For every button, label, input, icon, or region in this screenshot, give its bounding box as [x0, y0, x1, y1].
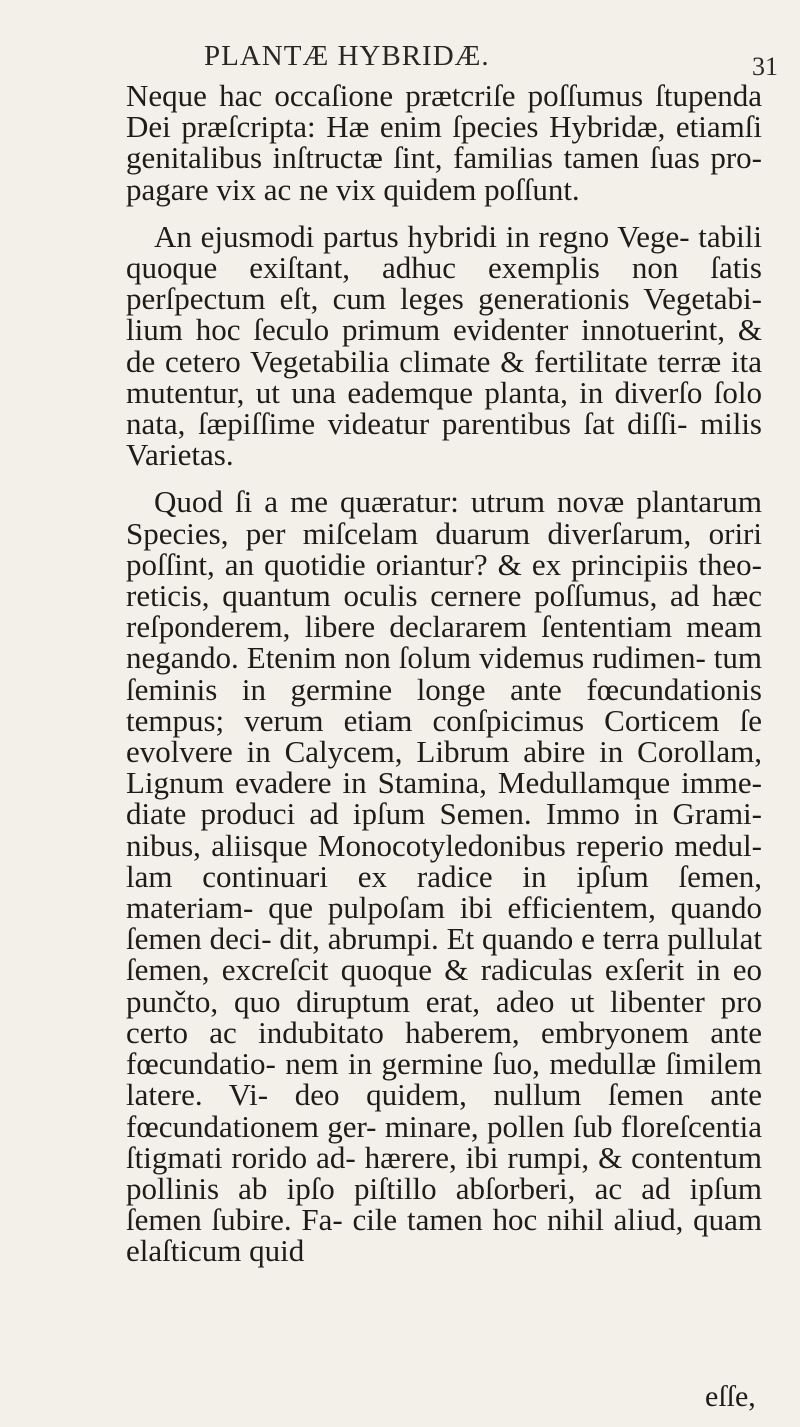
paragraph-2: An ejusmodi partus hybridi in regno Vege- tabili quoque exiſtant, adhuc exemplis non ſatis perſpectum eſt, cum leges generationis Vegetabi- lium hoc ſeculo primum evidenter innotuerint, & de cetero Vegetabilia climate & fertilitate terræ ita mutentur, ut una eademque planta, in diverſo ſolo nata, ſæpiſſime videatur parentibus ſat diſſi- milis Varietas. [126, 218, 762, 473]
page-number: 31 [752, 52, 778, 81]
body-text [126, 80, 762, 1267]
paragraph-1: Neque hac occaſione prætcriſe poſſumus ſtupenda Dei præſcripta: Hæ enim ſpecies Hybridæ, etiamſi genitalibus inſtructæ ſint, familias tamen ſuas pro- pagare vix ac ne vix quidem poſſunt. [126, 78, 762, 207]
running-title: PLANTÆ HYBRIDÆ. [204, 40, 490, 72]
paragraph-3: Quod ſi a me quæratur: utrum novæ plantarum Species, per miſcelam duarum diverſarum, oriri poſſint, an quotidie oriantur? & ex principiis theo- reticis, quantum oculis cernere poſſumus, ad hæc reſponderem, libere declararem ſententiam meam negando. Etenim non ſolum videmus rudimen- tum ſeminis in germine longe ante fœcundationis tempus; verum etiam conſpicimus Corticem ſe evolvere in Calycem, Librum abire in Corollam, Lignum evadere in Stamina, Medullamque imme- diate produci ad ipſum Semen. Immo in Grami- nibus, aliisque Monocotyledonibus reperio medul- lam continuari ex radice in ipſum ſemen, materiam- que pulpoſam ibi efficientem, quando ſemen deci- dit, abrumpi. Et quando e terra pullulat ſemen, excreſcit quoque & radiculas exſerit in eo punčto, quo diruptum erat, adeo ut libenter pro certo ac indubitato haberem, embryonem ante fœcundatio- nem in germine ſuo, medullæ ſimilem latere. Vi- deo quidem, nullum ſemen ante fœcundationem ger- minare, pollen ſub floreſcentia ſtigmati rorido ad- hærere, ibi rumpi, & contentum pollinis ab ipſo piſtillo abſorberi, ac ad ipſum ſemen ſubire. Fa- cile tamen hoc nihil aliud, quam elaſticum quid [126, 484, 762, 1269]
catchword: eſſe, [705, 1380, 756, 1413]
